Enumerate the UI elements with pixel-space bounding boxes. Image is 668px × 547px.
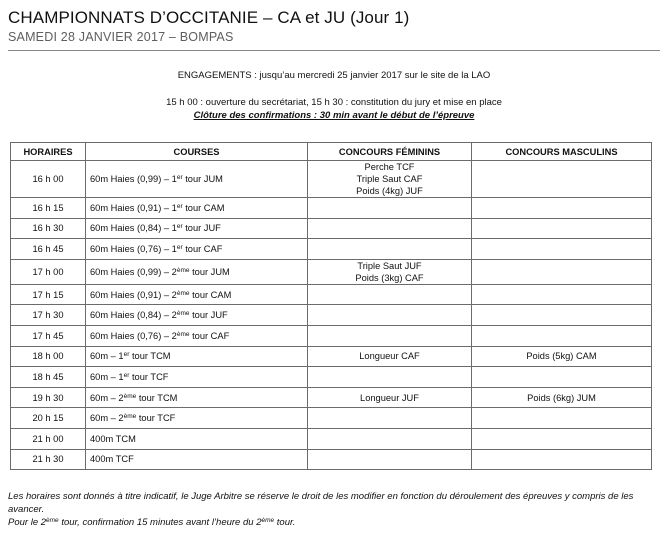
page-title: CHAMPIONNATS D’OCCITANIE – CA et JU (Jour 1) (8, 8, 410, 27)
concours-masculin-cell (472, 387, 652, 408)
concours-feminin-cell (308, 198, 472, 219)
concours-masculin-cell (472, 408, 652, 429)
page-subtitle: SAMEDI 28 JANVIER 2017 – BOMPAS (8, 30, 234, 44)
course-cell: 60m Haies (0,91) – 1er tour CAM (86, 198, 308, 219)
engagements-notice: ENGAGEMENTS : jusqu’au mercredi 25 janvier 2017 sur le site de la LAO (177, 70, 491, 81)
table-row (11, 387, 652, 408)
time-cell: 18 h 00 (11, 346, 86, 367)
concours-masculin-cell (472, 449, 652, 470)
concours-feminin-cell (308, 284, 472, 305)
course-cell: 60m Haies (0,84) – 1er tour JUF (86, 218, 308, 239)
concours-masculin-cell (472, 198, 652, 219)
concours-feminin-cell (308, 239, 472, 260)
concours-feminin-cell (308, 161, 472, 198)
time-cell: 16 h 30 (11, 218, 86, 239)
time-cell: 16 h 45 (11, 239, 86, 260)
schedule-table (10, 142, 652, 470)
concours-masculin-cell (472, 428, 652, 449)
table-row (11, 239, 652, 260)
course-cell: 60m Haies (0,76) – 1er tour CAF (86, 239, 308, 260)
column-header-concours-feminins: CONCOURS FÉMININS (308, 143, 472, 161)
concours-masculin-cell (472, 161, 652, 198)
time-cell: 16 h 15 (11, 198, 86, 219)
course-cell: 60m – 1er tour TCM (86, 346, 308, 367)
table-row (11, 305, 652, 326)
concours-feminin-event: Triple Saut JUF (357, 260, 422, 271)
course-cell: 60m Haies (0,99) – 2ème tour JUM (86, 259, 308, 284)
concours-masculin-event: Poids (5kg) CAM (526, 351, 597, 362)
column-header-concours-masculins: CONCOURS MASCULINS (472, 143, 652, 161)
concours-masculin-cell (472, 305, 652, 326)
table-row (11, 449, 652, 470)
time-cell: 21 h 30 (11, 449, 86, 470)
time-cell: 20 h 15 (11, 408, 86, 429)
time-cell: 17 h 30 (11, 305, 86, 326)
course-cell: 60m – 2ème tour TCM (86, 387, 308, 408)
time-cell: 16 h 00 (11, 161, 86, 198)
concours-feminin-cell (308, 428, 472, 449)
concours-feminin-event: Perche TCF (364, 162, 415, 172)
table-row (11, 428, 652, 449)
concours-masculin-cell (472, 346, 652, 367)
concours-feminin-cell (308, 259, 472, 284)
time-cell: 19 h 30 (11, 387, 86, 408)
document-header (8, 7, 660, 45)
table-row (11, 218, 652, 239)
confirmation-deadline-notice: Clôture des confirmations : 30 min avant le début de l’épreuve (193, 110, 475, 121)
concours-masculin-cell (472, 218, 652, 239)
time-cell: 17 h 45 (11, 325, 86, 346)
table-header-row (11, 143, 652, 161)
concours-masculin-cell (472, 259, 652, 284)
concours-feminin-event: Longueur CAF (359, 351, 420, 362)
course-cell: 400m TCF (86, 449, 308, 470)
course-cell: 60m Haies (0,84) – 2ème tour JUF (86, 305, 308, 326)
concours-feminin-cell (308, 408, 472, 429)
table-body (11, 161, 652, 470)
time-cell: 21 h 00 (11, 428, 86, 449)
footer-note-confirmation: Pour le 2ème tour, confirmation 15 minutes avant l’heure du 2ème tour. (8, 517, 296, 528)
concours-feminin-cell (308, 387, 472, 408)
table-row (11, 367, 652, 388)
concours-feminin-cell (308, 346, 472, 367)
course-cell: 60m – 2ème tour TCF (86, 408, 308, 429)
concours-feminin-cell (308, 367, 472, 388)
concours-feminin-event: Poids (3kg) CAF (355, 272, 424, 283)
table-row (11, 346, 652, 367)
table-row (11, 284, 652, 305)
concours-feminin-cell (308, 325, 472, 346)
concours-masculin-event: Poids (6kg) JUM (527, 392, 596, 403)
concours-masculin-cell (472, 367, 652, 388)
course-cell: 60m – 1er tour TCF (86, 367, 308, 388)
column-header-courses: COURSES (86, 143, 308, 161)
course-cell: 400m TCM (86, 428, 308, 449)
concours-feminin-event: Poids (4kg) JUF (356, 186, 423, 196)
concours-masculin-cell (472, 325, 652, 346)
header-divider (8, 50, 660, 51)
course-cell: 60m Haies (0,91) – 2ème tour CAM (86, 284, 308, 305)
table-row (11, 198, 652, 219)
concours-feminin-cell (308, 449, 472, 470)
time-cell: 17 h 15 (11, 284, 86, 305)
schedule-opening-notice: 15 h 00 : ouverture du secrétariat, 15 h 30 : constitution du jury et mise en place (166, 97, 502, 108)
concours-feminin-cell (308, 218, 472, 239)
concours-masculin-cell (472, 239, 652, 260)
concours-feminin-cell (308, 305, 472, 326)
time-cell: 17 h 00 (11, 259, 86, 284)
footer-note-horaires: Les horaires sont donnés à titre indicatif, le Juge Arbitre se réserve le droit de les modifier en fonction du déroulement des épreuves y compris de les avancer. (8, 491, 634, 515)
time-cell: 18 h 45 (11, 367, 86, 388)
column-header-horaires: HORAIRES (11, 143, 86, 161)
concours-feminin-event: Longueur JUF (360, 392, 419, 403)
concours-feminin-event: Triple Saut CAF (356, 174, 423, 184)
table-row (11, 408, 652, 429)
course-cell: 60m Haies (0,99) – 1er tour JUM (86, 161, 308, 198)
table-row (11, 325, 652, 346)
concours-masculin-cell (472, 284, 652, 305)
table-row (11, 259, 652, 284)
course-cell: 60m Haies (0,76) – 2ème tour CAF (86, 325, 308, 346)
table-row (11, 161, 652, 198)
